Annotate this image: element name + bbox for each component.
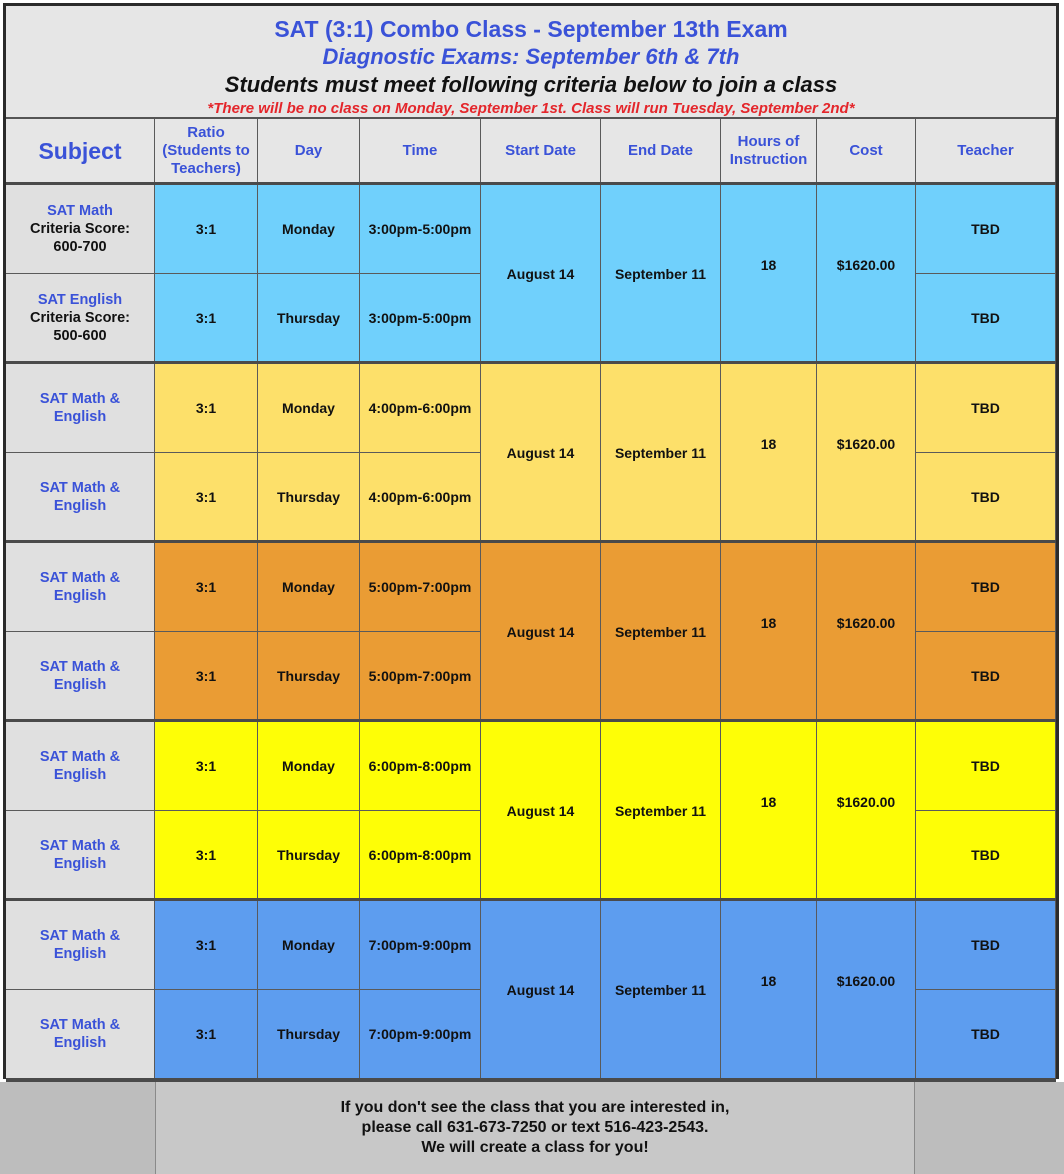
day-cell: Monday: [258, 901, 360, 990]
subject-name-cont: English: [53, 588, 107, 604]
time-cell: 7:00pm-9:00pm: [360, 901, 481, 990]
subject-name-cont: English: [53, 1035, 107, 1051]
column-header-time: Time: [360, 119, 481, 184]
ratio-cell: 3:1: [155, 274, 258, 363]
subject-name: SAT Math &: [39, 749, 121, 765]
footer-message: [155, 1082, 915, 1174]
page-title: SAT (3:1) Combo Class - September 13th Exam: [274, 16, 788, 42]
day-cell: Monday: [258, 185, 360, 274]
time-cell: 3:00pm-5:00pm: [360, 185, 481, 274]
column-header-subject: Subject: [6, 119, 155, 184]
ratio-cell: 3:1: [155, 990, 258, 1079]
footer-line-3: We will create a class for you!: [421, 1139, 649, 1156]
teacher-cell: TBD: [916, 811, 1056, 900]
subject-cell: [6, 185, 155, 274]
start-date-cell: August 14: [481, 543, 601, 721]
subject-name-cont: English: [53, 946, 107, 962]
ratio-cell: 3:1: [155, 453, 258, 542]
day-cell: Thursday: [258, 453, 360, 542]
subject-name: SAT Math: [47, 203, 113, 219]
hours-cell: 18: [721, 364, 817, 542]
time-cell: 5:00pm-7:00pm: [360, 543, 481, 632]
diagnostic-exams-note: Diagnostic Exams: September 6th & 7th: [322, 44, 740, 69]
day-cell: Thursday: [258, 990, 360, 1079]
subject-name-cont: English: [53, 767, 107, 783]
time-cell: 7:00pm-9:00pm: [360, 990, 481, 1079]
time-cell: 3:00pm-5:00pm: [360, 274, 481, 363]
teacher-cell: TBD: [916, 274, 1056, 363]
subject-cell: [6, 722, 155, 811]
teacher-cell: TBD: [916, 453, 1056, 542]
subject-name-cont: English: [53, 856, 107, 872]
footer: [0, 1082, 1064, 1174]
ratio-cell: 3:1: [155, 722, 258, 811]
subject-cell: [6, 453, 155, 542]
subject-cell: [6, 811, 155, 900]
subject-name-cont: English: [53, 677, 107, 693]
subject-name: SAT Math &: [39, 391, 121, 407]
criteria-note: Students must meet following criteria below to join a class: [224, 72, 838, 97]
end-date-cell: September 11: [601, 185, 721, 363]
cost-cell: $1620.00: [817, 722, 916, 900]
ratio-cell: 3:1: [155, 364, 258, 453]
schedule-header: [6, 6, 1056, 119]
teacher-cell: TBD: [916, 364, 1056, 453]
subject-name: SAT English: [37, 292, 123, 308]
subject-cell: [6, 364, 155, 453]
criteria-label: Criteria Score:: [30, 310, 130, 326]
ratio-cell: 3:1: [155, 543, 258, 632]
end-date-cell: September 11: [601, 364, 721, 542]
subject-name: SAT Math &: [39, 480, 121, 496]
teacher-cell: TBD: [916, 185, 1056, 274]
subject-name: SAT Math &: [39, 928, 121, 944]
ratio-cell: 3:1: [155, 811, 258, 900]
cost-cell: $1620.00: [817, 901, 916, 1079]
start-date-cell: August 14: [481, 364, 601, 542]
subject-name-cont: English: [53, 498, 107, 514]
day-cell: Thursday: [258, 632, 360, 721]
subject-name: SAT Math &: [39, 838, 121, 854]
column-header-ratio: Ratio (Students to Teachers): [155, 119, 258, 184]
criteria-label: Criteria Score:: [30, 221, 130, 237]
ratio-cell: 3:1: [155, 185, 258, 274]
hours-cell: 18: [721, 185, 817, 363]
teacher-cell: TBD: [916, 901, 1056, 990]
cost-cell: $1620.00: [817, 543, 916, 721]
day-cell: Monday: [258, 722, 360, 811]
column-header-cost: Cost: [817, 119, 916, 184]
column-header-day: Day: [258, 119, 360, 184]
teacher-cell: TBD: [916, 632, 1056, 721]
subject-name: SAT Math &: [39, 570, 121, 586]
hours-cell: 18: [721, 543, 817, 721]
end-date-cell: September 11: [601, 543, 721, 721]
cost-cell: $1620.00: [817, 364, 916, 542]
subject-cell: [6, 901, 155, 990]
footer-line-1: If you don't see the class that you are interested in,: [340, 1099, 730, 1116]
subject-cell: [6, 632, 155, 721]
subject-cell: [6, 274, 155, 363]
criteria-score: 600-700: [53, 239, 107, 255]
time-cell: 4:00pm-6:00pm: [360, 364, 481, 453]
subject-name-cont: English: [53, 409, 107, 425]
day-cell: Monday: [258, 543, 360, 632]
hours-cell: 18: [721, 722, 817, 900]
ratio-cell: 3:1: [155, 632, 258, 721]
day-cell: Monday: [258, 364, 360, 453]
time-cell: 6:00pm-8:00pm: [360, 811, 481, 900]
subject-cell: [6, 990, 155, 1079]
ratio-cell: 3:1: [155, 901, 258, 990]
time-cell: 5:00pm-7:00pm: [360, 632, 481, 721]
no-class-note: *There will be no class on Monday, September 1st. Class will run Tuesday, September 2nd*: [207, 100, 855, 117]
start-date-cell: August 14: [481, 185, 601, 363]
time-cell: 4:00pm-6:00pm: [360, 453, 481, 542]
criteria-score: 500-600: [53, 328, 107, 344]
hours-cell: 18: [721, 901, 817, 1079]
footer-line-2: please call 631-673-7250 or text 516-423-2543.: [361, 1119, 709, 1136]
cost-cell: $1620.00: [817, 185, 916, 363]
column-header-hours: Hours of Instruction: [721, 119, 817, 184]
teacher-cell: TBD: [916, 722, 1056, 811]
column-header-start-date: Start Date: [481, 119, 601, 184]
day-cell: Thursday: [258, 274, 360, 363]
end-date-cell: September 11: [601, 722, 721, 900]
day-cell: Thursday: [258, 811, 360, 900]
time-cell: 6:00pm-8:00pm: [360, 722, 481, 811]
subject-cell: [6, 543, 155, 632]
teacher-cell: TBD: [916, 543, 1056, 632]
start-date-cell: August 14: [481, 901, 601, 1079]
end-date-cell: September 11: [601, 901, 721, 1079]
subject-name: SAT Math &: [39, 1017, 121, 1033]
teacher-cell: TBD: [916, 990, 1056, 1079]
subject-name: SAT Math &: [39, 659, 121, 675]
column-header-end-date: End Date: [601, 119, 721, 184]
column-header-teacher: Teacher: [916, 119, 1056, 184]
start-date-cell: August 14: [481, 722, 601, 900]
